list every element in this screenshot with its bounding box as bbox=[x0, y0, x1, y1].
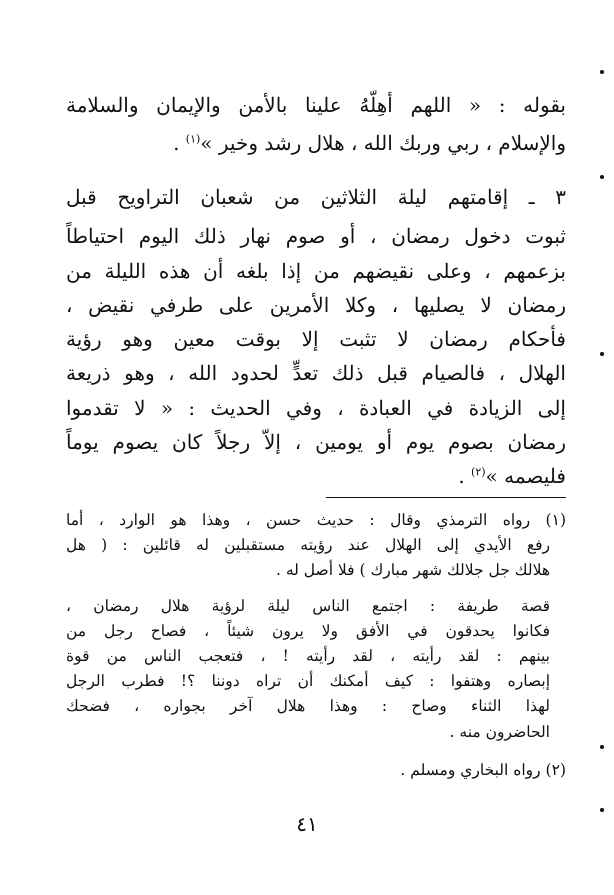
para2-line-1: ٣ ـ إقامتهم ليلة الثلاثين من شعبان التراويح قبل bbox=[66, 185, 566, 209]
para2-line-7: إلى الزيادة في العبادة ، وفي الحديث : « لا تقدموا bbox=[66, 396, 566, 420]
para2-line-9: فليصمه »$^{(٢)}$ . bbox=[458, 464, 566, 488]
story-line-3: بينهم : لقد رأيته ، لقد رأيته ! ، فتعجب الناس من قوة bbox=[66, 647, 550, 665]
para2-line-6: الهلال ، فالصيام قبل ذلك تعدٍّ لحدود الله ، وهو ذريعة bbox=[66, 361, 566, 385]
para2-line-8: رمضان بصوم يوم أو يومين ، إلاّ رجلاً كان يصوم يوماً bbox=[66, 430, 566, 454]
footnote-1-line-2: رفع الأيدي إلى الهلال عند رؤيته مستقبلين له قائلين : ( هل bbox=[66, 536, 550, 554]
scan-speck bbox=[600, 175, 604, 179]
para2-line-4: رمضان لا يصليها ، وكلا الأمرين على طرفي نقيض ، bbox=[66, 293, 566, 317]
para1-line-1: بقوله : « اللهم أهِلَّهُ علينا بالأمن والإيمان والسلامة bbox=[66, 93, 566, 117]
para2-line-3: بزعمهم ، وعلى نقيضهم من إذا بلغه أن هذه الليلة من bbox=[66, 259, 566, 283]
scan-speck bbox=[600, 70, 604, 74]
para2-line-2: ثبوت دخول رمضان ، أو صوم نهار ذلك اليوم احتياطاً bbox=[66, 224, 566, 248]
scan-speck bbox=[600, 352, 604, 356]
scan-speck bbox=[600, 745, 604, 749]
footnote-1-line-3: هلالك جل جلالك شهر مبارك ) فلا أصل له . bbox=[275, 561, 550, 579]
story-line-6: الحاضرون منه . bbox=[449, 723, 550, 741]
para2-line-5: فأحكام رمضان لا تثبت إلا بوقت معين وهو رؤية bbox=[66, 327, 566, 351]
footnote-2-line-1: (٢) رواه البخاري ومسلم . bbox=[400, 761, 566, 779]
story-line-2: فكانوا يحدقون في الأفق ولا يرون شيئاً ، فصاح رجل من bbox=[66, 622, 550, 640]
story-line-1: قصة طريفة : اجتمع الناس ليلة لرؤية هلال رمضان ، bbox=[66, 597, 550, 615]
story-line-4: إبصاره وهتفوا : كيف أمكنك أن تراه دوننا ؟! فطرب الرجل bbox=[66, 672, 550, 690]
footnote-1-line-1: (١) رواه الترمذي وقال : حديث حسن ، وهذا هو الوارد ، أما bbox=[66, 511, 566, 529]
footnote-separator bbox=[326, 497, 566, 498]
scan-speck bbox=[600, 808, 604, 812]
para1-line-2: والإسلام ، ربي وربك الله ، هلال رشد وخير »$^{(١)}$ . bbox=[173, 131, 566, 155]
story-line-5: لهذا الثناء وصاح : وهذا هلال آخر بجواره ، فضحك bbox=[66, 697, 550, 715]
page-number: ٤١ bbox=[296, 812, 318, 836]
